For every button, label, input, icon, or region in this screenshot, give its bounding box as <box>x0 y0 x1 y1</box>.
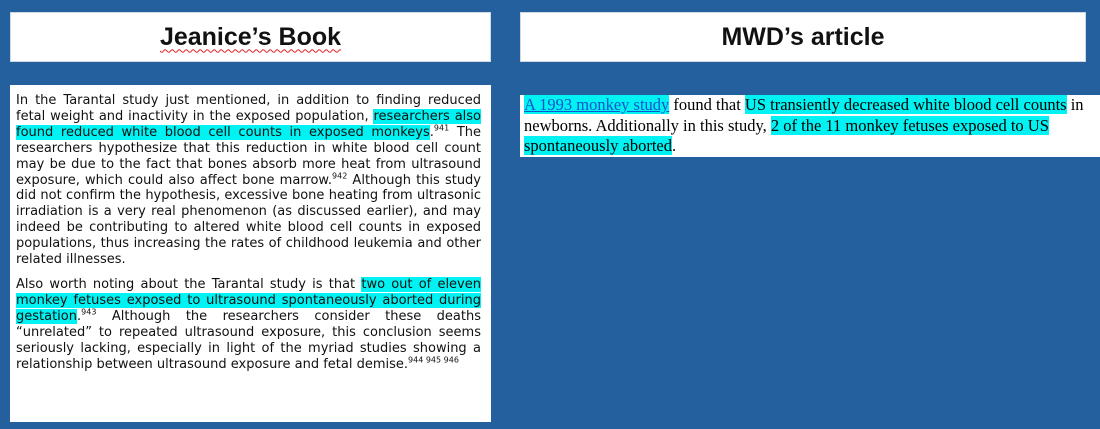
text: The researchers hypothesize that this reduction in white blood cell count may be due to the fact that bones absorb more heat from ultrasound exposure, which could also affect bone marrow. <box>16 124 481 188</box>
text: . <box>77 308 82 324</box>
book-paragraph-1 <box>16 93 481 268</box>
book-paragraph-2 <box>16 277 481 372</box>
book-excerpt <box>10 85 491 422</box>
highlight: US transiently decreased white blood cell counts <box>744 95 1067 114</box>
highlight: 2 of the 11 monkey fetuses exposed to US spontaneously aborted <box>524 115 1049 155</box>
text: In the Tarantal study just mentioned, in addition to finding reduced fetal weight and inactivity in the exposed population, <box>16 93 481 124</box>
left-title: Jeanice’s Book <box>159 22 342 51</box>
right-title-box <box>520 12 1086 62</box>
footnote-ref: 942 <box>332 171 348 181</box>
monkey-study-link[interactable]: A 1993 monkey study <box>524 95 670 114</box>
text: found that <box>669 95 745 114</box>
left-title-box <box>10 12 491 62</box>
text: . <box>672 136 677 155</box>
text: in newborns. Additionally in this study, <box>524 95 1084 135</box>
footnote-ref: 943 <box>81 307 97 317</box>
text: Although the researchers consider these deaths “unrelated” to repeated ultrasound exposure, this conclusion seems seriously lacking, especially in light of the myriad studies showing a relationship between ultrasound exposure and fetal demise. <box>16 308 481 372</box>
highlight: researchers also found reduced white blood cell counts in exposed monkeys <box>16 108 481 140</box>
article-excerpt <box>520 95 1100 157</box>
highlight: two out of eleven monkey fetuses exposed to ultrasound spontaneously aborted during gestation <box>16 276 481 324</box>
text: Also worth noting about the Tarantal study is that <box>16 276 362 292</box>
footnote-ref: 944 945 946 <box>408 355 459 365</box>
text: . <box>429 124 434 140</box>
text: Although this study did not confirm the hypothesis, excessive bone heating from ultrasonic irradiation is a very real phenomenon (as discussed earlier), and may indeed be contributing to altered white blood cell counts in exposed populations, thus increasing the rates of childhood leukemia and other related illnesses. <box>16 172 482 268</box>
right-title: MWD’s article <box>721 22 885 51</box>
footnote-ref: 941 <box>433 123 450 133</box>
